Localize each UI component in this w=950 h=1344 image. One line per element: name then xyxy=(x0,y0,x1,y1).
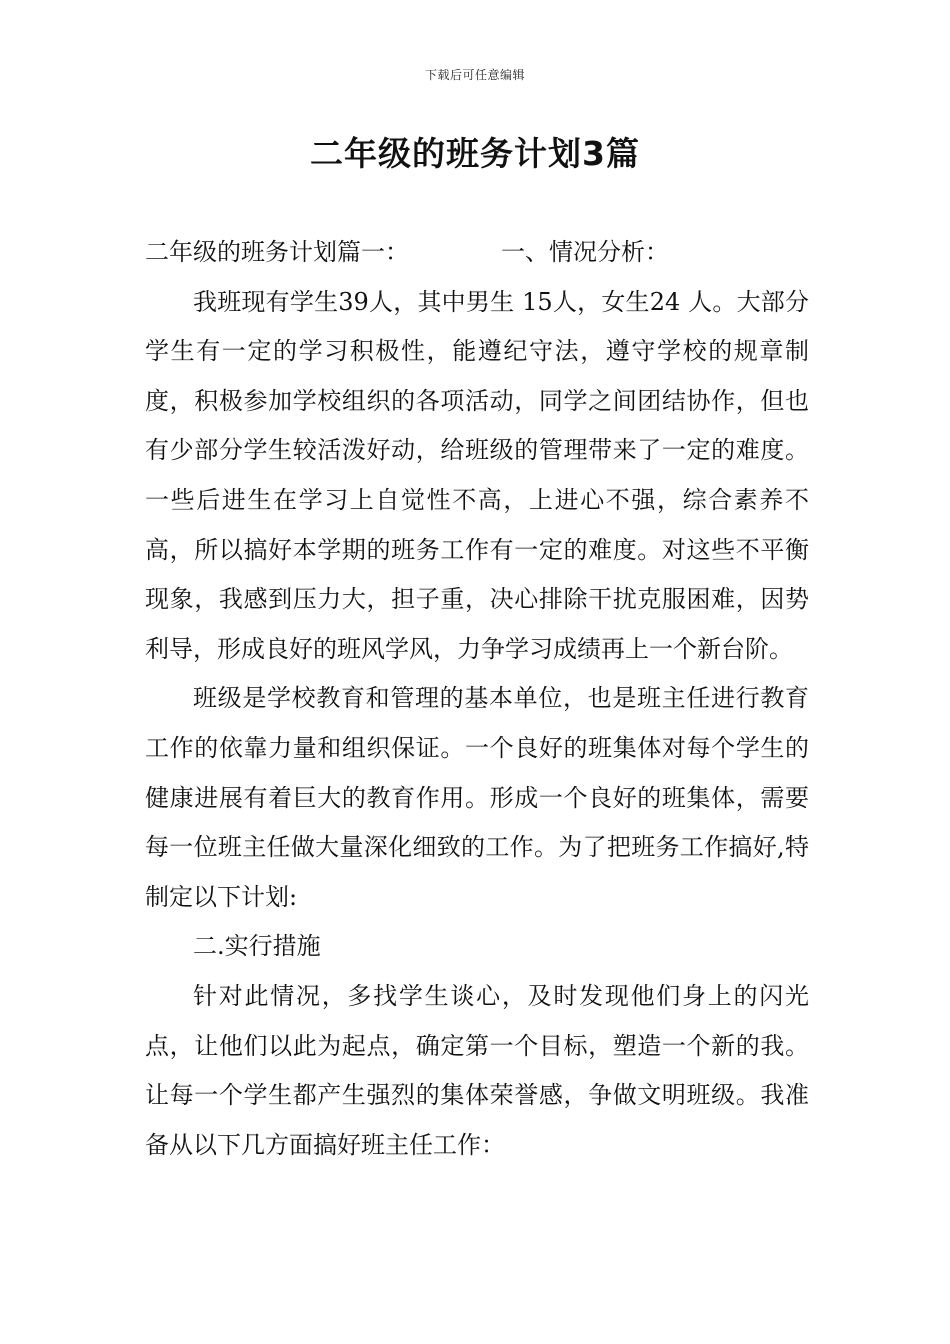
intro-line xyxy=(145,228,809,278)
document-body xyxy=(145,228,809,1170)
paragraph-measures: 针对此情况，多找学生谈心，及时发现他们身上的闪光点，让他们以此为起点，确定第一个目标，塑造一个新的我。让每一个学生都产生强烈的集体荣誉感，争做文明班级。我准备从以下几方面搞好班主任工作： xyxy=(145,981,809,1159)
paragraph-class-role: 班级是学校教育和管理的基本单位，也是班主任进行教育工作的依靠力量和组织保证。一个良好的班集体对每个学生的健康进展有着巨大的教育作用。形成一个良好的班集体，需要每一位班主任做大量深化细致的工作。为了把班务工作搞好,特制定以下计划: xyxy=(145,684,809,911)
paragraph-situation: 我班现有学生39人，其中男生 15人，女生24 人。大部分学生有一定的学习积极性，能遵纪守法，遵守学校的规章制度，积极参加学校组织的各项活动，同学之间团结协作，但也有少部分学生较活泼好动，给班级的管理带来了一定的难度。一些后进生在学习上自觉性不高，上进心不强，综合素养不高，所以搞好本学期的班务工作有一定的难度。对这些不平衡现象，我感到压力大，担子重，决心排除干扰克服困难，因势利导，形成良好的班风学风，力争学习成绩再上一个新台阶。 xyxy=(145,287,809,663)
section-two-heading: 二.实行措施 xyxy=(193,932,321,961)
document-title: 二年级的班务计划3篇 xyxy=(310,134,640,173)
header-note: 下载后可任意编辑 xyxy=(424,68,525,82)
section-one-heading: 一、情况分析： xyxy=(501,238,669,266)
intro-heading: 二年级的班务计划篇一： xyxy=(145,238,409,266)
